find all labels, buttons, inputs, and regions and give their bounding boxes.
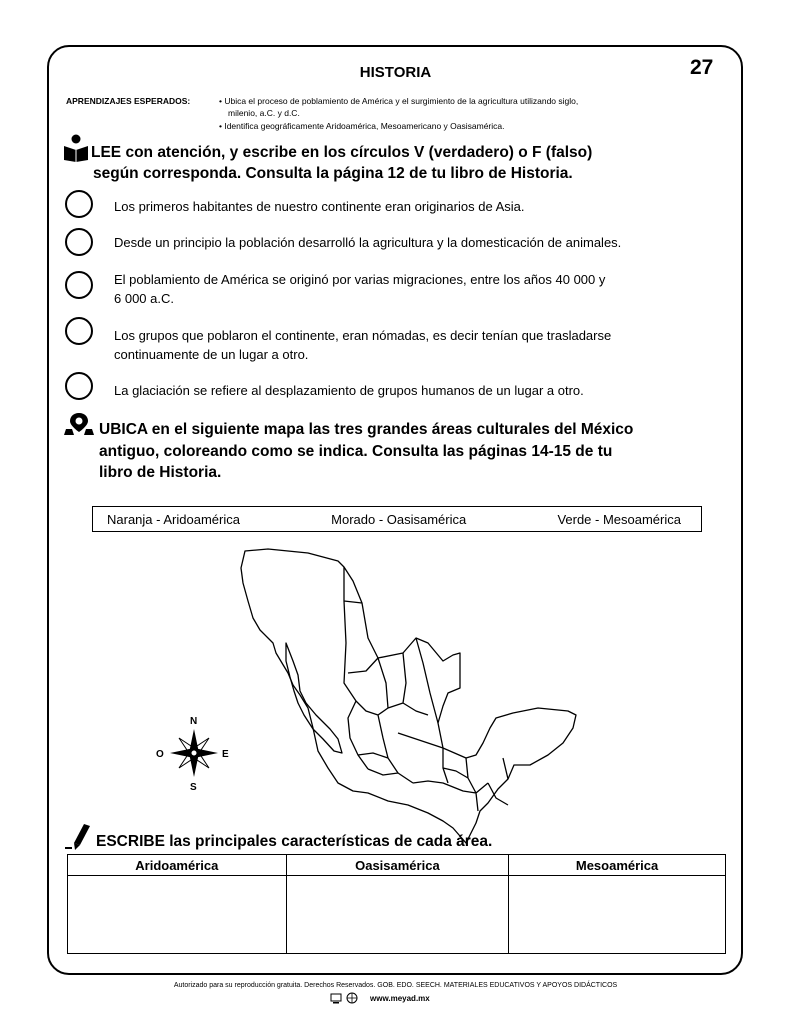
- statement-4-line1: Los grupos que poblaron el continente, eran nómadas, es decir tenían que trasladarse: [114, 328, 612, 343]
- statement-3-line2: 6 000 a.C.: [114, 291, 174, 306]
- page-number: 27: [690, 56, 714, 79]
- baja-california: [286, 643, 342, 753]
- column-oasisamerica: Oasisamérica: [286, 855, 509, 876]
- aprendizaje-2: • Identifica geográficamente Aridoamérica, Mesoamericano y Oasisamérica.: [219, 121, 505, 131]
- table-answer-row[interactable]: [68, 876, 726, 954]
- statement-1: Los primeros habitantes de nuestro continente eran originarios de Asia.: [114, 199, 525, 214]
- activity2-instruction-line1: UBICA en el siguiente mapa las tres grandes áreas culturales del México: [99, 421, 634, 438]
- answer-circle-5[interactable]: [65, 372, 93, 400]
- map-pin-icon: [64, 411, 94, 435]
- compass-n: N: [190, 716, 198, 727]
- aprendizaje-1-line1: • Ubica el proceso de poblamiento de América y el surgimiento de la agricultura utilizando siglo,: [219, 96, 579, 106]
- characteristics-table: [67, 854, 726, 954]
- region-lines: [344, 567, 508, 811]
- footer-text: Autorizado para su reproducción gratuita. Derechos Reservados. GOB. EDO. SEECH. MATERIALES EDUCATIVOS Y APOYOS DIDÁCTICOS: [173, 982, 618, 989]
- compass-s: S: [190, 782, 197, 793]
- statement-4-line2: continuamente de un lugar a otro.: [114, 347, 309, 362]
- legend-mesoamerica: Verde - Mesoamérica: [557, 511, 681, 527]
- legend-oasisamerica: Morado - Oasisamérica: [331, 511, 467, 527]
- statement-3-line1: El poblamiento de América se originó por varias migraciones, entre los años 40 000 y: [114, 272, 606, 287]
- website-link[interactable]: www.meyad.mx: [370, 994, 430, 1003]
- pencil-icon: [64, 823, 94, 851]
- answer-cell-mesoamerica[interactable]: [509, 876, 726, 954]
- legend-aridoamerica: Naranja - Aridoamérica: [107, 511, 240, 527]
- table-header-row: [68, 855, 726, 876]
- answer-circle-3[interactable]: [65, 271, 93, 299]
- column-mesoamerica: Mesoamérica: [509, 855, 726, 876]
- compass-rose-icon: [155, 713, 233, 793]
- activity1-instruction-line2: según corresponda. Consulta la página 12 de tu libro de Historia.: [93, 165, 573, 182]
- statement-2: Desde un principio la población desarrolló la agricultura y la domesticación de animales.: [114, 235, 622, 250]
- column-aridoamerica: Aridoamérica: [68, 855, 287, 876]
- activity3-instruction: ESCRIBE las principales características de cada área.: [96, 833, 493, 850]
- answer-circle-2[interactable]: [65, 228, 93, 256]
- answer-cell-aridoamerica[interactable]: [68, 876, 287, 954]
- compass-e: E: [222, 749, 229, 760]
- computer-globe-icon: [330, 992, 366, 1004]
- statement-5: La glaciación se refiere al desplazamiento de grupos humanos de un lugar a otro.: [114, 383, 584, 398]
- answer-cell-oasisamerica[interactable]: [286, 876, 509, 954]
- mexico-map[interactable]: [238, 543, 583, 848]
- page-title: HISTORIA: [359, 64, 432, 81]
- answer-circle-1[interactable]: [65, 190, 93, 218]
- activity2-instruction-line2: antiguo, coloreando como se indica. Consulta las páginas 14-15 de tu: [99, 443, 613, 460]
- reader-icon: [63, 134, 89, 162]
- aprendizajes-label: APRENDIZAJES ESPERADOS:: [66, 96, 191, 106]
- color-legend: [92, 506, 702, 532]
- aprendizaje-1-line2: milenio, a.C. y d.C.: [228, 108, 300, 118]
- activity2-instruction-line3: libro de Historia.: [99, 464, 222, 481]
- activity1-instruction-line1: LEE con atención, y escribe en los círculos V (verdadero) o F (falso): [91, 144, 593, 161]
- map-outline: [241, 549, 576, 843]
- compass-o: O: [156, 749, 164, 760]
- answer-circle-4[interactable]: [65, 317, 93, 345]
